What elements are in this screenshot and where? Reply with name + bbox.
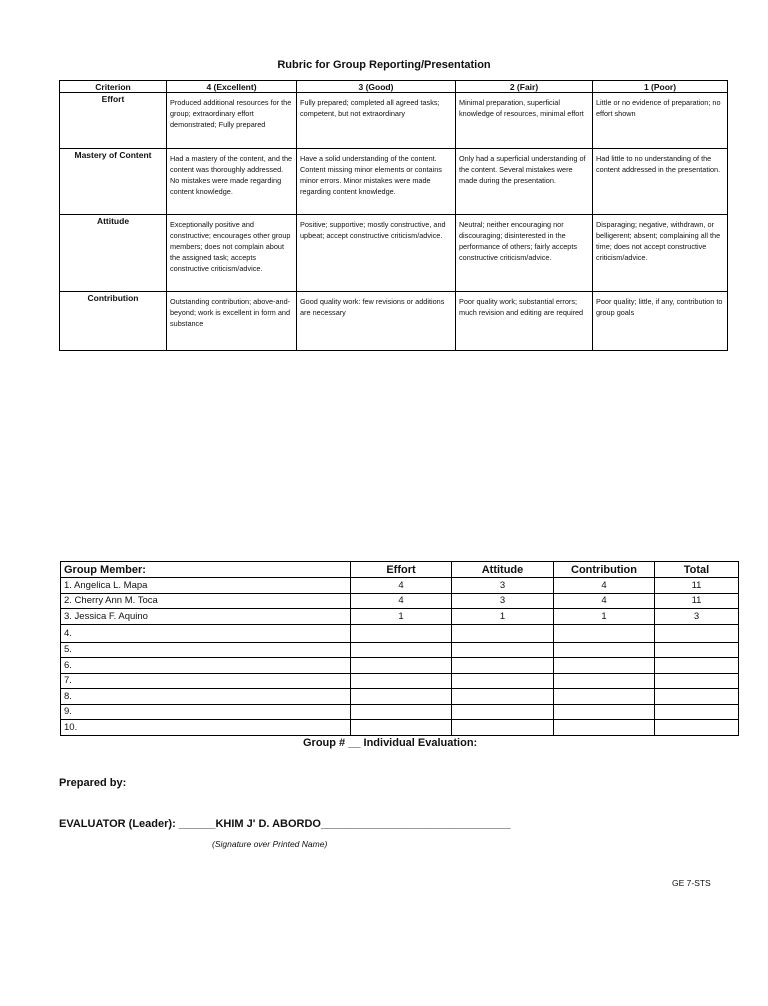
- member-name-cell: 5.: [61, 642, 351, 658]
- score-cell: [452, 624, 554, 642]
- score-cell: [452, 689, 554, 705]
- score-cell: 3: [452, 593, 554, 609]
- rubric-cell: Only had a superficial understanding of the content. Several mistakes were made during the presentation.: [456, 149, 593, 215]
- prepared-by-label: Prepared by:: [59, 777, 127, 789]
- rubric-cell: Disparaging; negative, withdrawn, or belligerent; absent; complaining all the time; does not accept constructive criticism/advice.: [593, 215, 728, 292]
- table-row: [61, 609, 739, 625]
- score-cell: 1: [452, 609, 554, 625]
- member-name-cell: 8.: [61, 689, 351, 705]
- score-cell: [655, 673, 739, 689]
- table-row: [61, 578, 739, 594]
- score-cell: [452, 673, 554, 689]
- evaluator-line: EVALUATOR (Leader): ______KHIM J' D. ABORDO_______________________________: [59, 818, 511, 830]
- table-row: [61, 689, 739, 705]
- criterion-cell: Mastery of Content: [60, 149, 167, 215]
- score-cell: [452, 704, 554, 720]
- score-cell: [351, 624, 452, 642]
- score-cell: 4: [554, 578, 655, 594]
- members-header-row: [61, 562, 739, 578]
- score-cell: 4: [351, 593, 452, 609]
- score-cell: [452, 658, 554, 674]
- rubric-cell: Poor quality work; substantial errors; much revision and editing are required: [456, 292, 593, 351]
- members-header-name: Group Member:: [61, 562, 351, 578]
- criterion-cell: Effort: [60, 93, 167, 149]
- rubric-header-poor: 1 (Poor): [593, 81, 728, 93]
- rubric-cell: Had a mastery of the content, and the content was thoroughly addressed. No mistakes were made regarding content knowledge.: [167, 149, 297, 215]
- rubric-row-mastery: [60, 149, 728, 215]
- rubric-header-excellent: 4 (Excellent): [167, 81, 297, 93]
- member-name-cell: 7.: [61, 673, 351, 689]
- score-cell: [554, 658, 655, 674]
- member-name-cell: 6.: [61, 658, 351, 674]
- members-header-total: Total: [655, 562, 739, 578]
- score-cell: [655, 642, 739, 658]
- rubric-cell: Neutral; neither encouraging nor discouraging; disinterested in the performance of others; fairly accepts constructive criticism/advice.: [456, 215, 593, 292]
- score-cell: 11: [655, 578, 739, 594]
- score-cell: 4: [351, 578, 452, 594]
- member-name-cell: 10.: [61, 720, 351, 736]
- member-name-cell: 2. Cherry Ann M. Toca: [61, 593, 351, 609]
- rubric-cell: Outstanding contribution; above-and-beyond; work is excellent in form and substance: [167, 292, 297, 351]
- score-cell: [655, 720, 739, 736]
- table-row: [61, 673, 739, 689]
- members-header-effort: Effort: [351, 562, 452, 578]
- table-row: [61, 642, 739, 658]
- rubric-cell: Had little to no understanding of the content addressed in the presentation.: [593, 149, 728, 215]
- rubric-table: [59, 80, 728, 351]
- score-cell: 1: [554, 609, 655, 625]
- signature-caption: (Signature over Printed Name): [212, 839, 328, 849]
- rubric-header-criterion: Criterion: [60, 81, 167, 93]
- member-name-cell: 3. Jessica F. Aquino: [61, 609, 351, 625]
- rubric-cell: Fully prepared; completed all agreed tasks; competent, but not extraordinary: [297, 93, 456, 149]
- rubric-header-row: [60, 81, 728, 93]
- rubric-cell: Positive; supportive; mostly constructive, and upbeat; accept constructive criticism/advice.: [297, 215, 456, 292]
- member-name-cell: 4.: [61, 624, 351, 642]
- rubric-cell: Good quality work: few revisions or additions are necessary: [297, 292, 456, 351]
- score-cell: [452, 720, 554, 736]
- score-cell: [554, 704, 655, 720]
- rubric-row-effort: [60, 93, 728, 149]
- score-cell: [351, 642, 452, 658]
- score-cell: [655, 624, 739, 642]
- rubric-cell: Poor quality; little, if any, contribution to group goals: [593, 292, 728, 351]
- group-members-table: [60, 561, 739, 736]
- document-title: Rubric for Group Reporting/Presentation: [277, 59, 491, 71]
- rubric-header-fair: 2 (Fair): [456, 81, 593, 93]
- score-cell: [351, 689, 452, 705]
- score-cell: [351, 720, 452, 736]
- members-header-attitude: Attitude: [452, 562, 554, 578]
- group-evaluation-label: Group # __ Individual Evaluation:: [303, 737, 478, 749]
- score-cell: [351, 673, 452, 689]
- score-cell: [655, 704, 739, 720]
- table-row: [61, 624, 739, 642]
- rubric-row-contribution: [60, 292, 728, 351]
- table-row: [61, 720, 739, 736]
- table-row: [61, 593, 739, 609]
- rubric-header-good: 3 (Good): [297, 81, 456, 93]
- criterion-cell: Contribution: [60, 292, 167, 351]
- rubric-cell: Produced additional resources for the group; extraordinary effort demonstrated; Fully prepared: [167, 93, 297, 149]
- members-header-contribution: Contribution: [554, 562, 655, 578]
- score-cell: 1: [351, 609, 452, 625]
- rubric-cell: Minimal preparation, superficial knowledge of resources, minimal effort: [456, 93, 593, 149]
- score-cell: [351, 704, 452, 720]
- score-cell: [655, 658, 739, 674]
- score-cell: [554, 624, 655, 642]
- rubric-cell: Exceptionally positive and constructive; encourages other group members; does not complain about the assigned task; accepts constructive criticism/advice.: [167, 215, 297, 292]
- rubric-cell: Little or no evidence of preparation; no effort shown: [593, 93, 728, 149]
- member-name-cell: 9.: [61, 704, 351, 720]
- score-cell: [554, 673, 655, 689]
- rubric-row-attitude: [60, 215, 728, 292]
- score-cell: 3: [452, 578, 554, 594]
- score-cell: [554, 642, 655, 658]
- score-cell: [554, 720, 655, 736]
- score-cell: [452, 642, 554, 658]
- score-cell: [655, 689, 739, 705]
- member-name-cell: 1. Angelica L. Mapa: [61, 578, 351, 594]
- score-cell: 3: [655, 609, 739, 625]
- rubric-cell: Have a solid understanding of the content. Content missing minor elements or contains minor errors. Minor mistakes were made regarding content knowledge.: [297, 149, 456, 215]
- score-cell: 4: [554, 593, 655, 609]
- score-cell: 11: [655, 593, 739, 609]
- table-row: [61, 658, 739, 674]
- table-row: [61, 704, 739, 720]
- course-code: GE 7-STS: [672, 878, 711, 888]
- score-cell: [554, 689, 655, 705]
- score-cell: [351, 658, 452, 674]
- criterion-cell: Attitude: [60, 215, 167, 292]
